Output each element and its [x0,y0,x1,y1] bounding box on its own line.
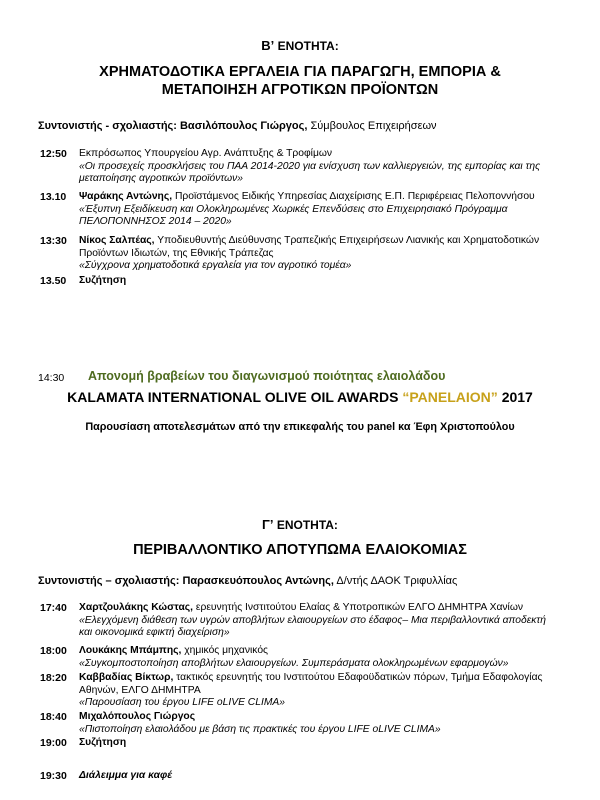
session-entry [79,602,579,640]
session-talk-line: «Παρουσίαση του έργου LIFE oLIVE CLIMA» [79,697,285,709]
speaker-role: Προϊστάμενος Ειδικής Υπηρεσίας Διαχείρισης Ε.Π. Περιφέρειας Πελοποννήσου [174,191,535,202]
session-time: 13:30 [40,235,67,247]
section-b-title-line2: ΜΕΤΑΠΟΙΗΣΗ ΑΓΡΟΤΙΚΩΝ ΠΡΟΪΟΝΤΩΝ [161,82,439,98]
session-entry [79,645,579,670]
session-time: 13.50 [40,275,67,287]
coffee-break-label: Διάλειμμα για καφέ [79,770,173,781]
session-talk-line: μεταποίησης αγροτικών προϊόντων» [79,173,243,185]
speaker-role: Υποδιευθυντής Διεύθυνσης Τραπεζικής Επιχειρήσεων Λιανικής και Χρηματοδοτικών [157,235,540,246]
session-entry [79,672,579,710]
speaker-role-cont: Αθηνών, ΕΛΓΟ ΔΗΜΗΤΡΑ [79,684,201,696]
session-talk-line: «Συγκομποστοποίηση αποβλήτων ελαιουργείων. Συμπεράσματα ολοκληρωμένων εφαρμογών» [79,657,509,669]
speaker-name: Νίκος Σαλπέας, [79,235,155,246]
session-entry [79,148,579,186]
session-entry [79,235,579,273]
session-talk-line: και οικονομικά εφικτή διαχείριση» [79,627,230,639]
session-entry [79,737,579,750]
session-time: 18:40 [40,711,67,723]
coffee-entry [79,770,579,783]
coordinator-name: Βασιλόπουλος Γιώργος, [179,120,308,132]
awards-event [0,389,600,405]
awards-presentation: Παρουσίαση αποτελεσμάτων από την επικεφαλής του panel κα Έφη Χριστοπούλου [85,421,515,433]
awards-event-name: KALAMATA INTERNATIONAL OLIVE OIL AWARDS [67,389,399,405]
session-speaker: Εκπρόσωπος Υπουργείου Αγρ. Ανάπτυξης & Τροφίμων [79,148,333,159]
session-entry [79,191,579,229]
session-time: 17:40 [40,602,67,614]
session-talk-line: ΠΕΛΟΠΟΝΝΗΣΟΣ 2014 – 2020» [79,216,232,228]
session-talk-line: «Πιστοποίηση ελαιολάδου με βάση τις πρακτικές του έργου LIFE oLIVE CLIMA» [79,723,441,735]
discussion-label: Συζήτηση [79,737,127,748]
section-b-title-line1: ΧΡΗΜΑΤΟΔΟΤΙΚΑ ΕΡΓΑΛΕΙΑ ΓΙΑ ΠΑΡΑΓΩΓΗ, ΕΜΠΟΡΙΑ & [99,64,501,80]
session-time: 18:00 [40,645,67,657]
section-c-coordinator [38,575,457,587]
awards-title: Απονομή βραβείων του διαγωνισμού ποιότητας ελαιολάδου [88,369,446,383]
coordinator-label: Συντονιστής - σχολιαστής: [38,120,177,132]
session-talk-line: «Ελεγχόμενη διάθεση των υγρών αποβλήτων ελαιουργείων στο έδαφος– Μια περιβαλλοντικά αποδεκτή [79,614,546,626]
section-b-word: ΕΝΟΤΗΤΑ: [277,39,339,53]
discussion-label: Συζήτηση [79,275,127,286]
session-time: 18:20 [40,672,67,684]
section-b-coordinator [38,120,437,132]
speaker-role-cont: Προϊόντων Ιδιωτών, της Εθνικής Τράπεζας [79,247,274,259]
coffee-time: 19:30 [40,770,67,782]
coordinator-role: Σύμβουλος Επιχειρήσεων [310,120,437,132]
awards-year: 2017 [501,389,533,405]
speaker-name: Ψαράκης Αντώνης, [79,191,173,202]
section-c-heading [0,517,600,532]
section-c-title: ΠΕΡΙΒΑΛΛΟΝΤΙΚΟ ΑΠΟΤΥΠΩΜΑ ΕΛΑΙΟΚΟΜΙΑΣ [133,542,467,558]
coordinator-role: Δ/ντής ΔΑΟΚ Τριφυλλίας [336,575,458,587]
section-b-heading [0,38,600,53]
session-entry [79,275,579,288]
speaker-role: τακτικός ερευνητής του Ινστιτούτου Εδαφοϋδατικών πόρων, Τμήμα Εδαφολογίας [176,672,543,683]
speaker-name: Λουκάκης Μπάμπης, [79,645,182,656]
coordinator-name: Παρασκευόπουλος Αντώνης, [182,575,334,587]
awards-panelaion: “PANELAION” [402,389,498,405]
session-talk-line: «Οι προσεχείς προσκλήσεις του ΠΑΑ 2014-2020 για ενίσχυση των καλλιεργειών, της εμπορίας και της [79,160,541,172]
coordinator-label: Συντονιστής – σχολιαστής: [38,575,180,587]
session-entry [79,711,579,736]
awards-time: 14:30 [38,372,65,384]
speaker-name: Καββαδίας Βίκτωρ, [79,672,174,683]
session-time: 19:00 [40,737,67,749]
speaker-role: χημικός μηχανικός [184,645,269,656]
session-time: 12:50 [40,148,67,160]
speaker-name: Μιχαλόπουλος Γιώργος [79,711,196,722]
section-b-letter: Β’ [261,38,275,53]
session-talk-line: «Έξυπνη Εξειδίκευση και Ολοκληρωμένες Χωρικές Επενδύσεις στο Επιχειρησιακό Πρόγραμμα [79,203,508,215]
section-c-letter: Γ’ [262,517,274,532]
section-c-word: ΕΝΟΤΗΤΑ: [276,518,338,532]
session-time: 13.10 [40,191,67,203]
speaker-name: Χαρτζουλάκης Κώστας, [79,602,194,613]
session-talk-line: «Σύγχρονα χρηματοδοτικά εργαλεία για τον αγροτικό τομέα» [79,260,352,272]
speaker-role: ερευνητής Ινστιτούτου Ελαίας & Υποτροπικών ΕΛΓΟ ΔΗΜΗΤΡΑ Χανίων [195,602,524,613]
